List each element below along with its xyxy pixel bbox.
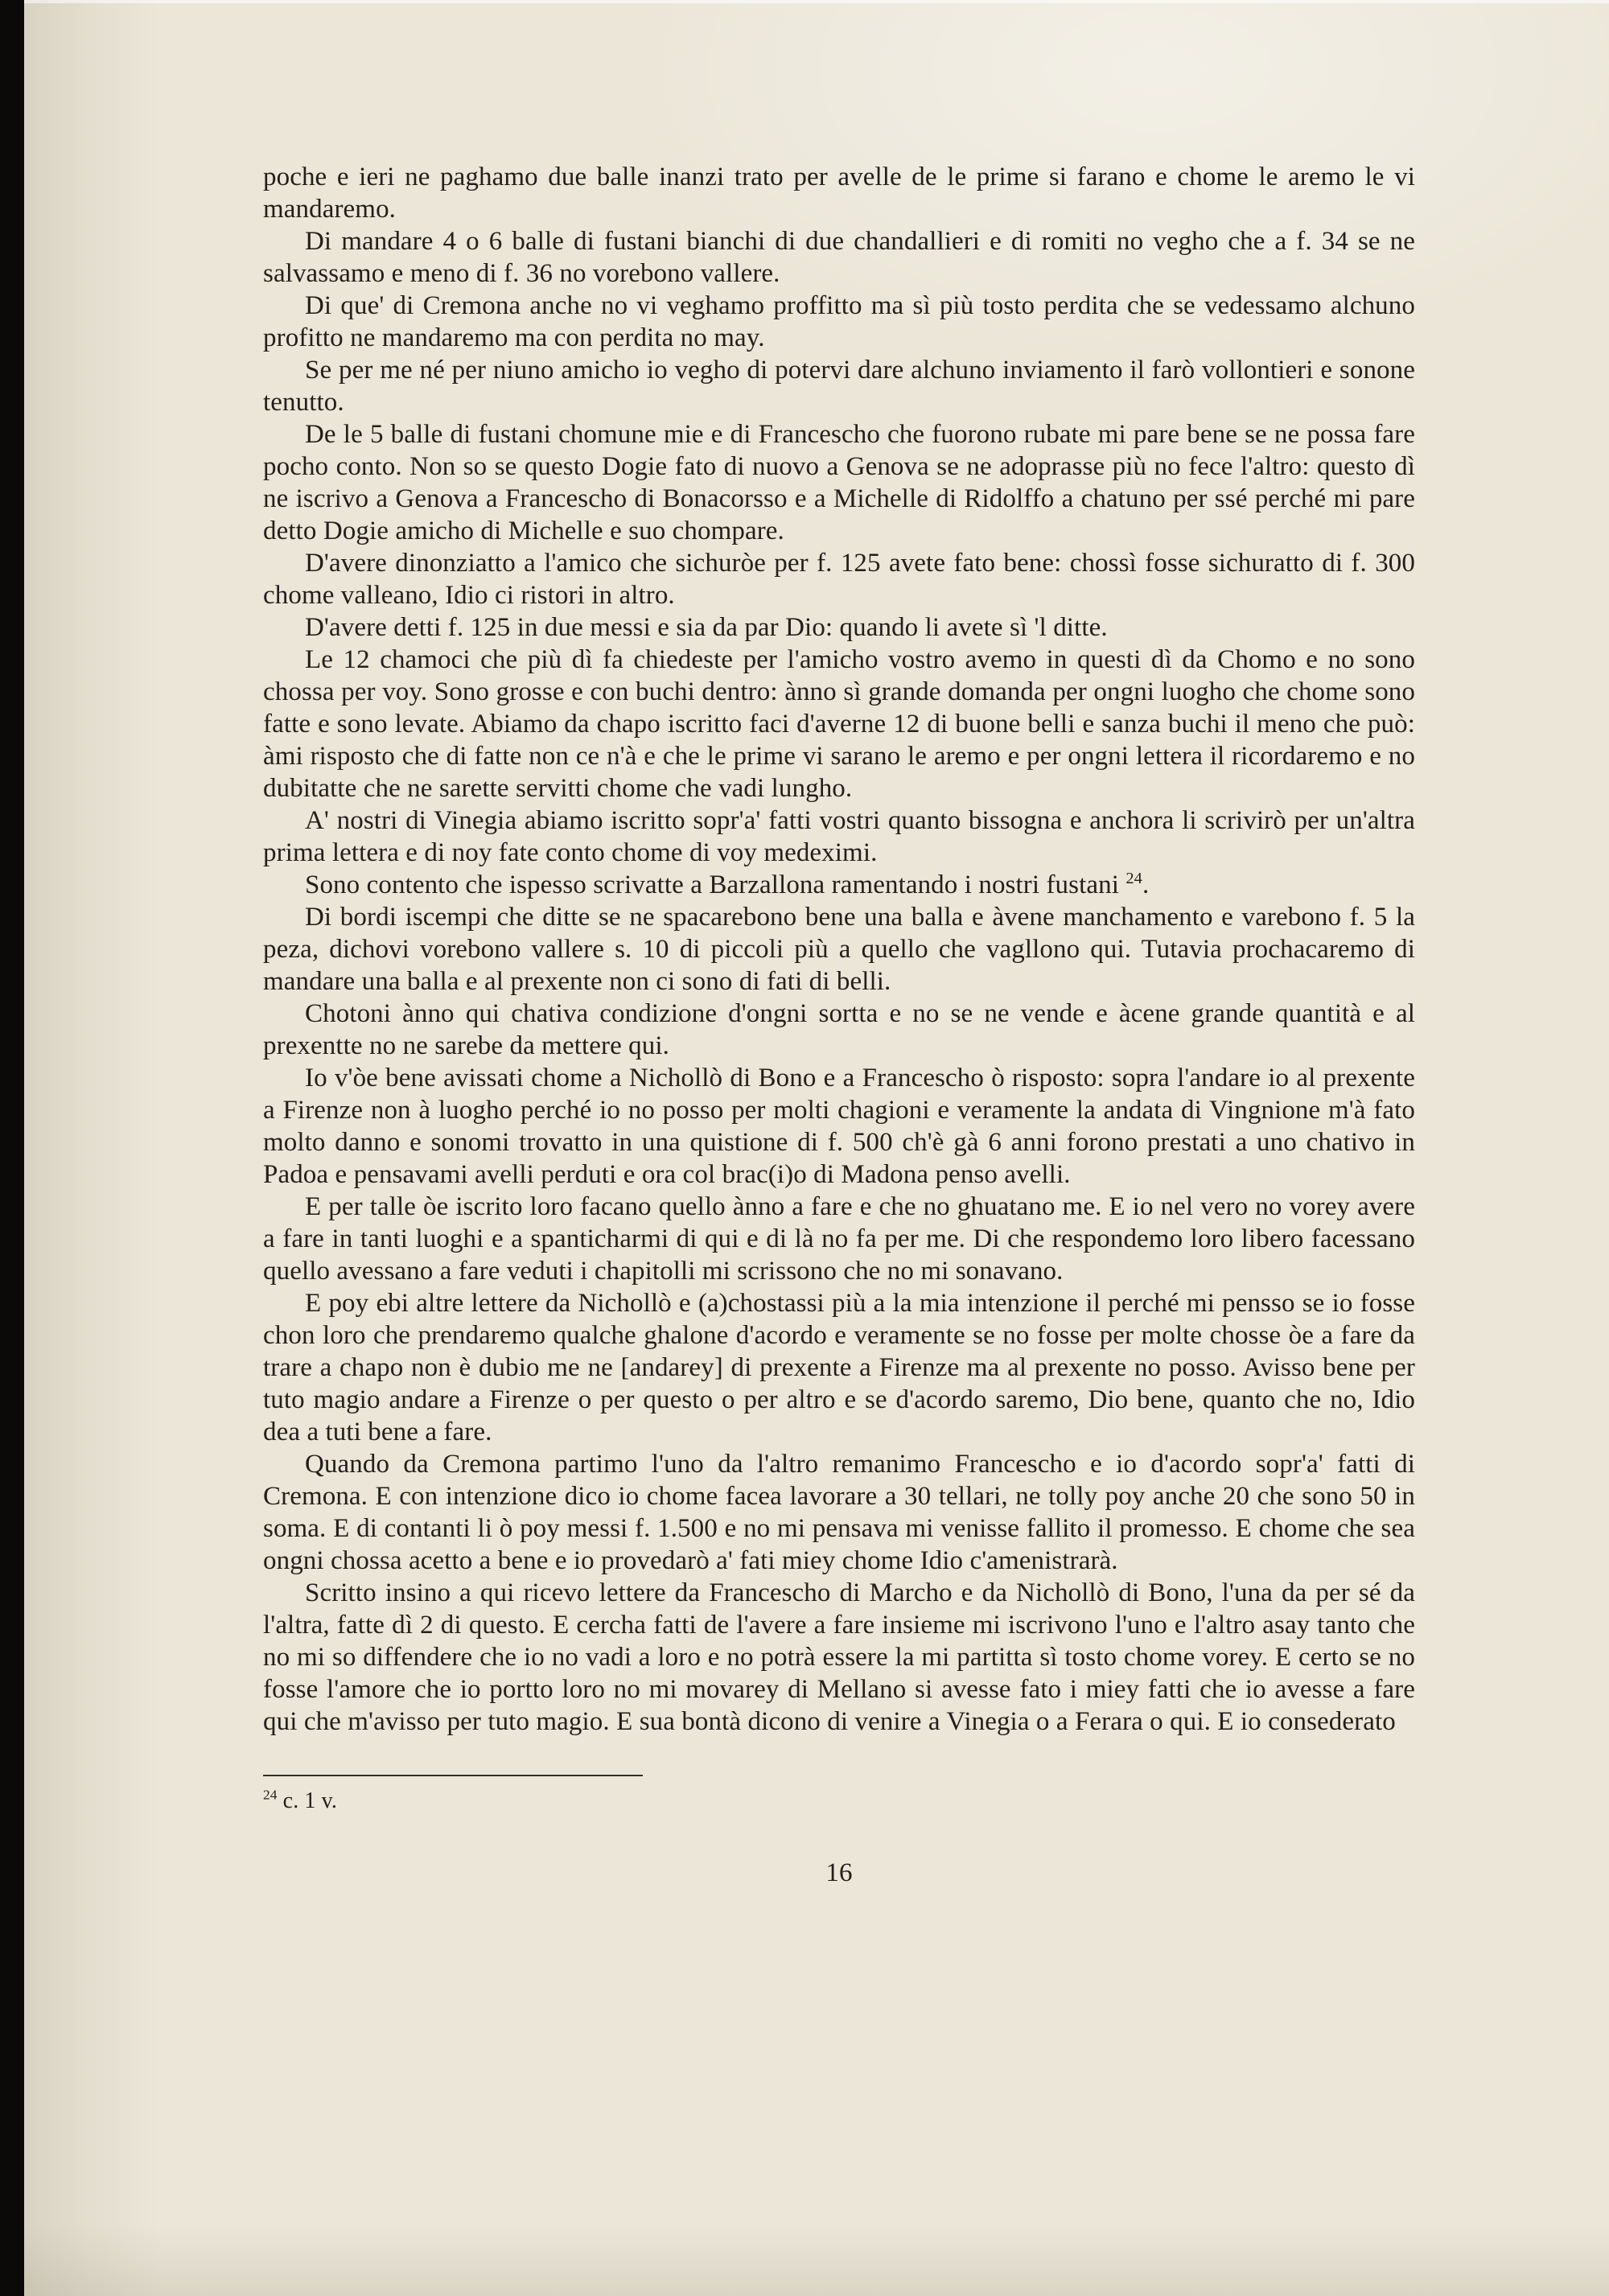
paragraph: Di que' di Cremona anche no vi veghamo proffitto ma sì più tosto perdita che se vedessamo alchuno profitto ne mandaremo ma con perdita no may. — [263, 291, 1415, 352]
footnote-marker: 24 — [263, 1787, 278, 1803]
paragraph: D'avere detti f. 125 in due messi e sia da par Dio: quando li avete sì 'l ditte. — [305, 613, 1108, 642]
paragraph: Io v'òe bene avissati chome a Nichollò di Bono e a Francescho ò risposto: sopra l'andare io al prexente a Firenze non à luogho perché io no posso per molti chagioni e veramente la andata di Vingnione m'à fato molto danno e sonomi trovatto in una quistione di f. 500 ch'è gà 6 anni forono prestati a uno chativo in Padoa e pensavami avelli perduti e ora col brac(i)o di Madona penso avelli. — [263, 1064, 1415, 1189]
scan-left-edge — [0, 0, 24, 2296]
paragraph: Di mandare 4 o 6 balle di fustani bianchi di due chandallieri e di romiti no vegho che a f. 34 se ne salvassamo e meno di f. 36 no vorebono vallere. — [263, 227, 1415, 288]
paragraph: A' nostri di Vinegia abiamo iscritto sopr'a' fatti vostri quanto bissogna e anchora li scrivirò per un'altra prima lettera e di noy fate conto chome di voy medeximi. — [263, 806, 1415, 867]
paragraph: E poy ebi altre lettere da Nichollò e (a)chostassi più a la mia intenzione il perché mi pensso se io fosse chon loro che prendaremo qualche ghalone d'acordo e veramente se no fosse per molte chosse òe a fare da trare a chapo non è dubio me ne [andarey] di prexente a Firenze ma al prexente no posso. Avisso bene per tuto magio andare a Firenze o per questo o per altro e se d'acordo saremo, Dio bene, quanto che no, Idio dea a tuti bene a fare. — [263, 1289, 1415, 1446]
paragraph: Chotoni ànno qui chativa condizione d'ongni sortta e no se ne vende e àcene grande quantità e al prexentte no ne sarebe da mettere qui. — [263, 999, 1415, 1060]
footnote — [263, 1788, 1415, 1815]
footnote-reference-24: 24 — [1125, 870, 1142, 887]
paragraph: Le 12 chamoci che più dì fa chiedeste per l'amicho vostro avemo in questi dì da Chomo e no sono chossa per voy. Sono grosse e con buchi dentro: ànno sì grande domanda per ongni luogho che chome sono fatte e sono levate. Abiamo da chapo iscritto faci d'averne 12 di buone belli e sanza buchi il meno che può: àmi risposto che di fatte non ce n'à e che le prime vi sarano le aremo e per ongni lettera il ricordaremo e no dubitatte che ne sarette servitti chome che vadi lungho. — [263, 645, 1415, 803]
paragraph-text: Sono contento che ispesso scrivatte a Barzallona ramentando i nostri fustani — [305, 870, 1126, 899]
paragraph: E per talle òe iscrito loro facano quello ànno a fare e che no ghuatano me. E io nel vero no vorey avere a fare in tanti luoghi e a spanticharmi di qui e di là no fa per me. Di che respondemo loro libero facessano quello avessano a fare veduti i chapitolli mi scrissono che no mi sonavano. — [263, 1192, 1415, 1286]
footnote-rule — [263, 1775, 643, 1776]
paragraph: poche e ieri ne paghamo due balle inanzi trato per avelle de le prime si farano e chome le aremo le vi mandaremo. — [263, 163, 1415, 224]
page-number: 16 — [825, 1858, 853, 1887]
paragraph-text: . — [1142, 870, 1150, 899]
footnote-text: c. 1 v. — [282, 1788, 337, 1813]
paragraph: De le 5 balle di fustani chomune mie e di Francescho che fuorono rubate mi pare bene se ne possa fare pocho conto. Non so se questo Dogie fato di nuovo a Genova se ne adoprasse più no fece l'altro: questo dì ne iscrivo a Genova a Francescho di Bonacorsso e a Michelle di Ridolffo a chatuno per ssé perché mi pare detto Dogie amicho di Michelle e suo chompare. — [263, 420, 1415, 545]
letter-text-block — [263, 161, 1415, 1889]
paragraph-with-footnote-ref — [263, 869, 1415, 901]
paragraph: Scritto insino a qui ricevo lettere da Francescho di Marcho e da Nichollò di Bono, l'una da per sé da l'altra, fatte dì 2 di questo. E cercha fatti de l'avere a fare insieme mi iscrivono l'uno e l'altro asay tanto che no mi so diffendere che io no vadi a loro e no potrà essere la mi partitta sì tosto chome vorey. E certo se no fosse l'amore che io portto loro no mi movarey di Mellano si avesse fato i miey fatti che io avesse a fare qui che m'avisso per tuto magio. E sua bontà dicono di venire a Vinegia o a Ferara o qui. E io consederato — [263, 1578, 1415, 1736]
scan-top-highlight — [24, 0, 1609, 3]
paragraph: Di bordi iscempi che ditte se ne spacarebono bene una balla e àvene manchamento e varebono f. 5 la peza, dichovi vorebono vallere s. 10 di piccoli più a quello che vagllono qui. Tutavia prochacaremo di mandare una balla e al prexente non ci sono di fati di belli. — [263, 903, 1415, 996]
paragraph: Quando da Cremona partimo l'uno da l'altro remanimo Francescho e io d'acordo sopr'a' fatti di Cremona. E con intenzione dico io chome facea lavorare a 30 tellari, ne tolly poy anche 20 che sono 50 in soma. E di contanti li ò poy messi f. 1.500 e no mi pensava mi venisse fallito il promesso. E chome che sea ongni chossa acetto a bene e io provedarò a' fati miey chome Idio c'amenistrarà. — [263, 1450, 1415, 1575]
paragraph: Se per me né per niuno amicho io vegho di potervi dare alchuno inviamento il farò vollontieri e sonone tenutto. — [263, 356, 1415, 417]
paragraph: D'avere dinonziatto a l'amico che sichuròe per f. 125 avete fato bene: chossì fosse sichuratto di f. 300 chome valleano, Idio ci ristori in altro. — [263, 549, 1415, 610]
